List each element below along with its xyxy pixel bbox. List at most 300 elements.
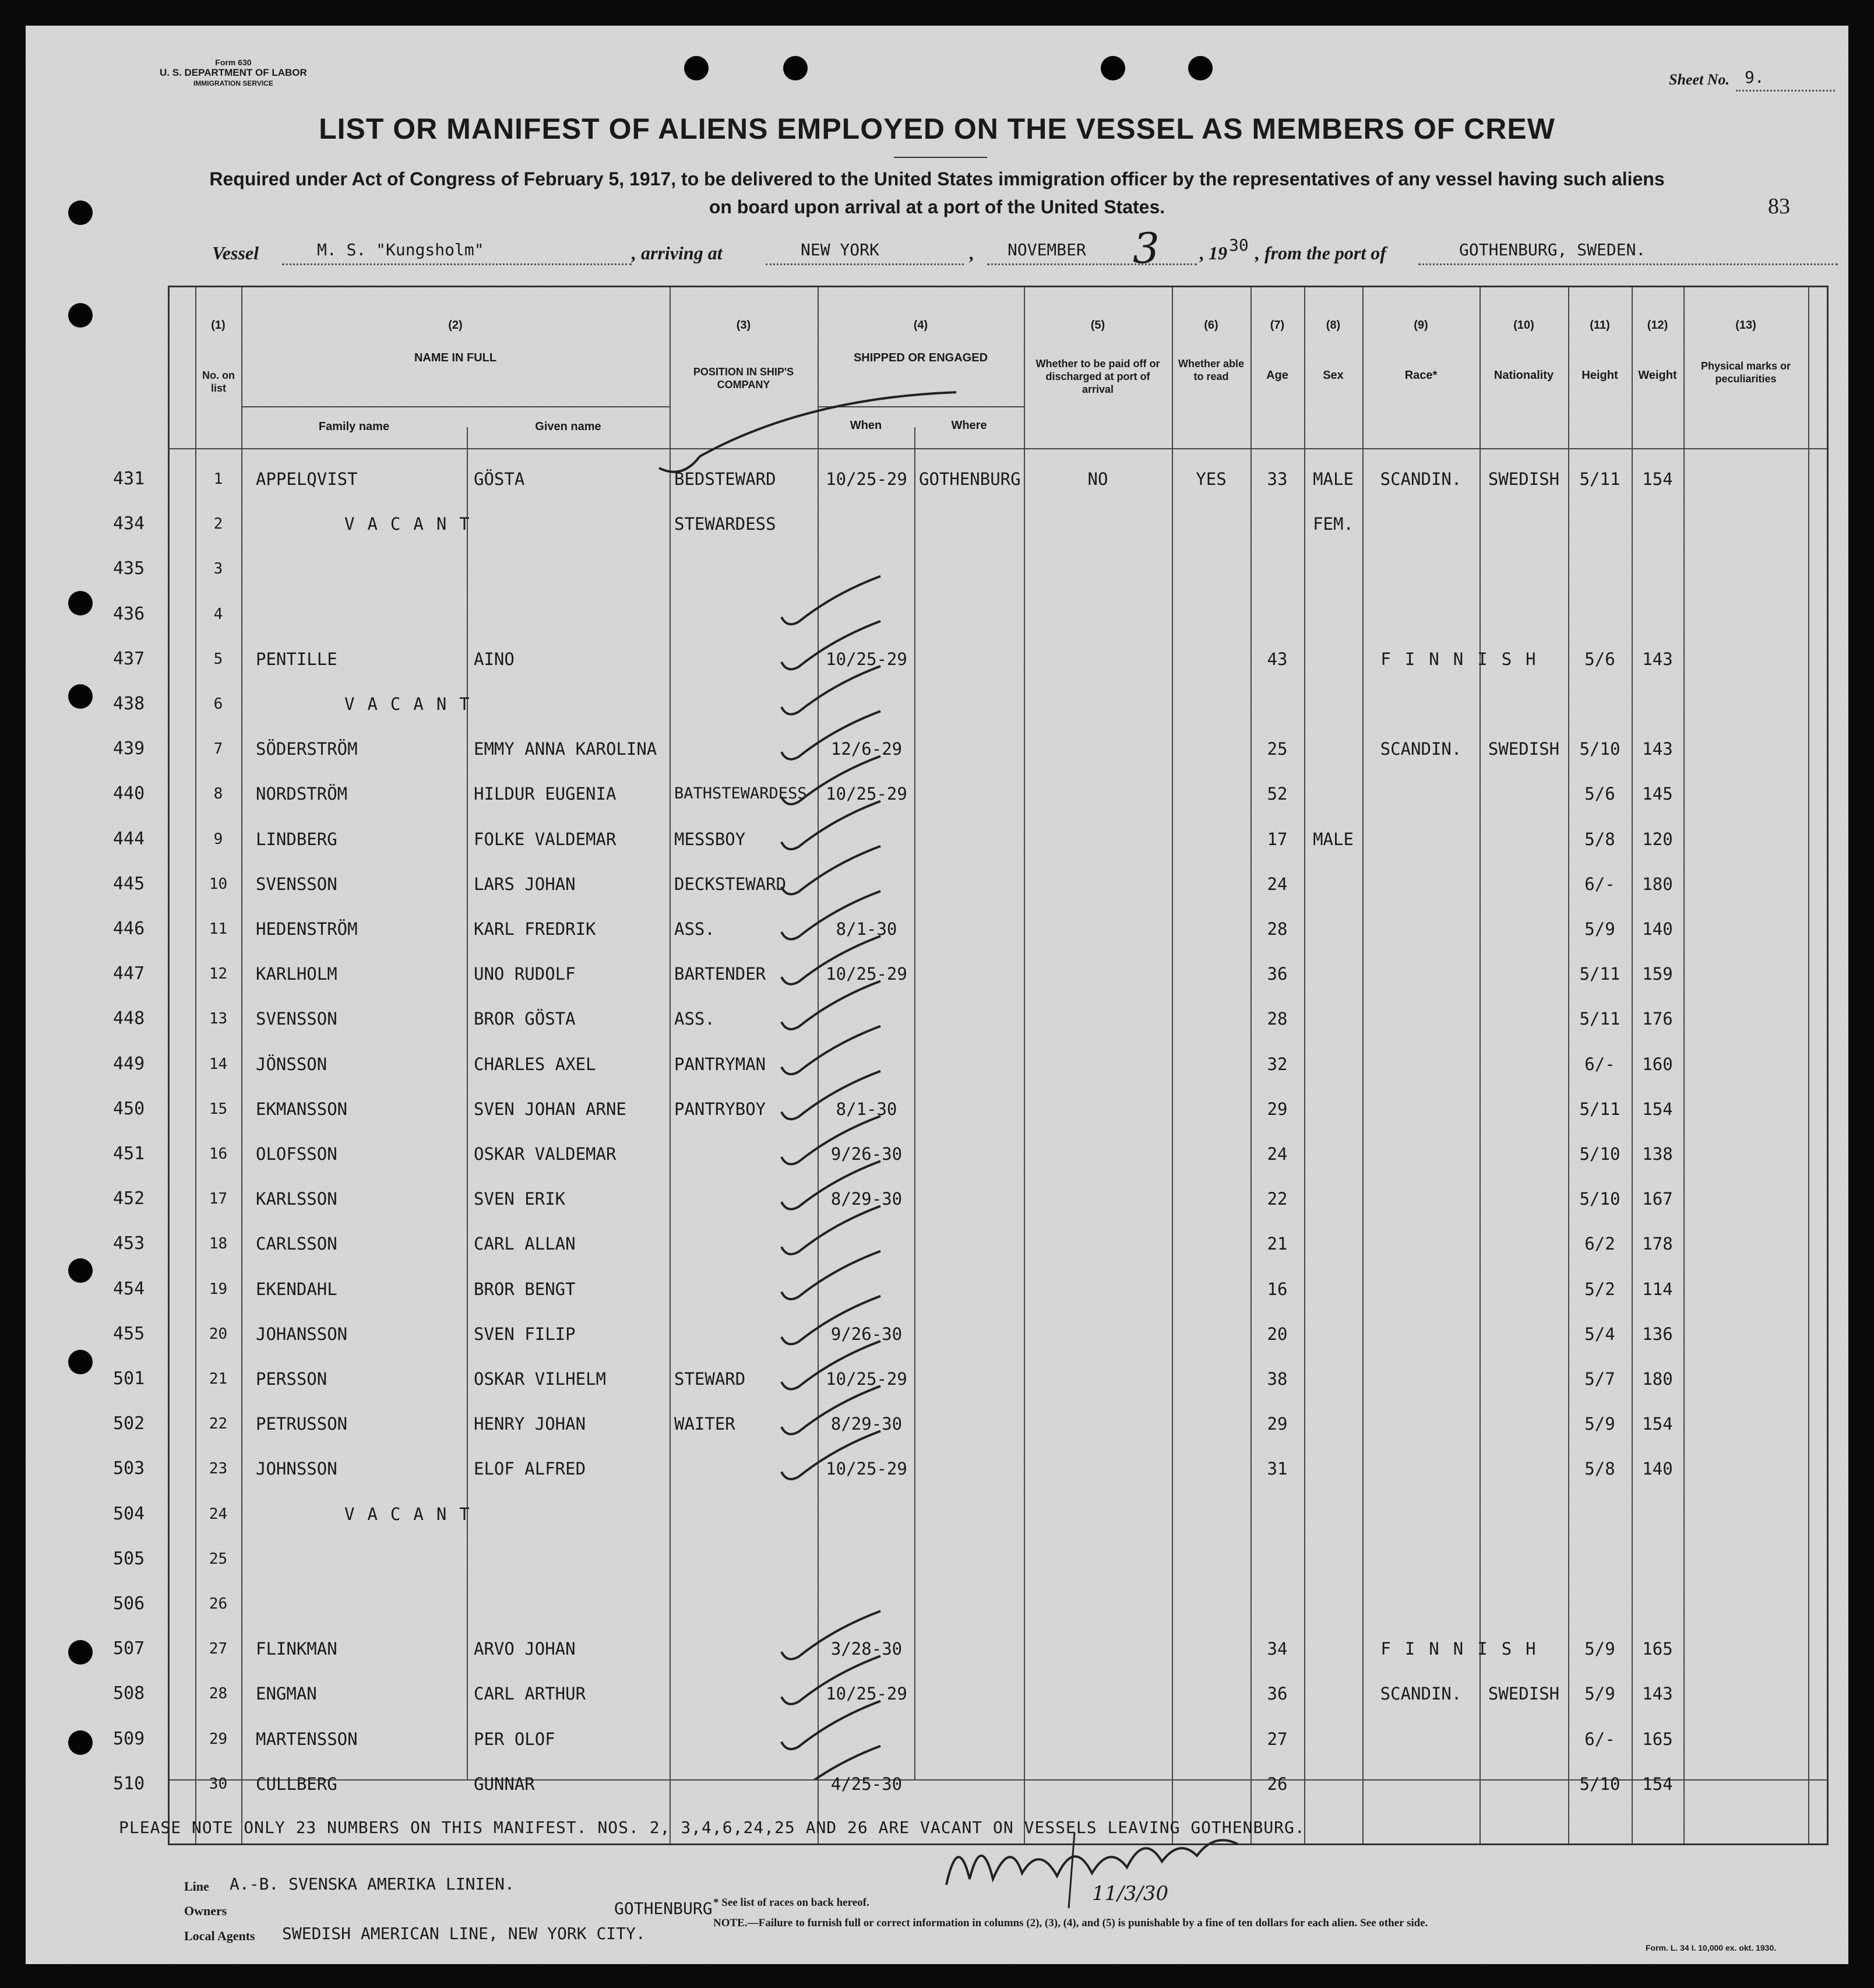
punch-hole — [68, 303, 93, 328]
cell-family: VACANT — [344, 1504, 482, 1524]
col-physical-marks: Physical marks or peculiarities — [1700, 360, 1791, 385]
dotted-rule — [987, 263, 1197, 265]
cell-when: 8/29-30 — [830, 1189, 903, 1209]
row-number: 23 — [209, 1460, 228, 1478]
vessel-label: Vessel — [212, 242, 259, 263]
tally-check-mark — [781, 1071, 880, 1120]
form-identifier — [160, 57, 307, 89]
cell-race: SCANDIN. — [1380, 739, 1462, 759]
cell-age: 22 — [1267, 1189, 1288, 1209]
col-nationality: Nationality — [1493, 369, 1554, 382]
cell-given: EMMY ANNA KAROLINA — [474, 739, 657, 759]
margin-number: 447 — [113, 963, 145, 984]
row-number: 20 — [209, 1325, 228, 1343]
cell-weight: 140 — [1642, 919, 1673, 939]
cell-weight: 136 — [1642, 1324, 1673, 1344]
from-port-label: , from the port of — [1255, 242, 1386, 263]
cell-weight: 120 — [1642, 829, 1673, 849]
row-number: 6 — [213, 695, 223, 713]
tally-check-mark — [781, 891, 880, 940]
row-number: 7 — [213, 740, 223, 758]
cell-family: PERSSON — [256, 1369, 327, 1389]
form-code: Form. L. 34 I. 10,000 ex. okt. 1930. — [1646, 1943, 1777, 1952]
cell-age: 21 — [1267, 1234, 1288, 1254]
row-number: 8 — [213, 785, 223, 803]
cell-weight: 154 — [1642, 469, 1673, 489]
row-number: 24 — [209, 1505, 228, 1523]
tally-check-mark — [781, 1026, 880, 1075]
cell-given: SVEN ERIK — [474, 1189, 566, 1209]
punch-hole — [68, 591, 93, 615]
row-number: 22 — [209, 1415, 228, 1433]
tally-check-mark — [781, 1296, 880, 1345]
cell-age: 17 — [1267, 829, 1288, 849]
margin-number: 501 — [113, 1368, 145, 1389]
cell-weight: 159 — [1642, 964, 1673, 984]
cell-weight: 160 — [1642, 1054, 1673, 1074]
tally-check-mark — [781, 981, 880, 1029]
cell-given: PER OLOF — [474, 1729, 555, 1749]
cell-height: 5/11 — [1579, 1009, 1621, 1029]
cell-weight: 143 — [1642, 649, 1673, 669]
cell-family: EKMANSSON — [256, 1099, 348, 1119]
tally-check-mark — [781, 1161, 880, 1209]
manifest-sheet: Form 630 U. S. DEPARTMENT OF LABOR IMMIGRATION SERVICE Sheet No. 9. LIST OR MANIFEST OF ALIENS EMPLOYED ON THE VESSEL AS MEMBERS OF CREW Required under Act of Congress of February 5, 1917, to be delivered to the United States immigration officer by the representatives of any vessel having such aliens on board upon arrival at a port of the United States. 83 Vessel M. S. "Kungsholm" , arriving at NEW YORK , NOVEMBER 3 , 19 30 , from the port of GOTHENBURG, SWEDEN. (1) (2) (3) (4) (5) (6) (7) (8) (9) (10) (11) (12) (13) No. on list NAME IN FULL Family name Given name POSITION IN SHIP'S COMPANY SHIPPED OR ENGAGED When Where Whether to be paid off or discharged at port of arrival Whether able to read Age Sex Race* Nationality Height Weight Physical marks or peculiarities 1 APPELQVIST GÖSTA BEDSTEWARD 10/25-29 GOTHENBURG NO YES 33 MALE SCANDIN. SWEDISH 5/11 154 2 VACANT STEWARDESS FEM. 3 4 5 PENTILLE AINO 10/25-29 43 FINNISH 5/6 143 6 VACANT 7 SÖDERSTRÖM EMMY ANNA KAROLINA 12/6-29 25 SCANDIN. SWEDISH 5/10 143 8 NORDSTRÖM HILDUR EUGENIA BATHSTEWARDESS 10/25-29 52 5/6 145 9 LINDBERG FOLKE VALDEMAR MESSBOY 17 MALE 5/8 120 10 SVENSSON LARS JOHAN DECKSTEWARD 24 6/- 180 11 HEDENSTRÖM KARL FREDRIK ASS. 8/1-30 28 5/9 140 12 KARLHOLM UNO RUDOLF BARTENDER 10/25-29 36 5/11 159 13 SVENSSON BROR GÖSTA ASS. 28 5/11 176 14 JÖNSSON CHARLES AXEL PANTRYMAN 32 6/- 160 15 EKMANSSON SVEN JOHAN ARNE PANTRYBOY 8/1-30 29 5/11 154 16 OLOFSSON OSKAR VALDEMAR 9/26-30 24 5/10 138 17 KARLSSON SVEN ERIK 8/29-30 22 5/10 167 18 CARLSSON CARL ALLAN 21 6/2 178 19 EKENDAHL BROR BENGT 16 5/2 114 20 JOHANSSON SVEN FILIP 9/26-30 20 5/4 136 21 PERSSON OSKAR VILHELM STEWARD 10/25-29 38 5/7 180 22 PETRUSSON HENRY JOHAN WAITER 8/29-30 29 5/9 154 23 JOHNSSON ELOF ALFRED 10/25-29 31 5/8 140 24 VACANT 25 26 27 FLINKMAN ARVO JOHAN 3/28-30 34 FINNISH 5/9 165 28 ENGMAN CARL ARTHUR 10/25-29 36 SCANDIN. SWEDISH 5/9 143 29 MARTENSSON PER OLOF 27 6/- 165 30 CULLBERG GUNNAR 4/25-30 26 5/10 154 431 434 435 436 437 438 439 440 444 445 446 447 448 449 450 451 452 453 454 455 501 502 503 504 505 506 507 508 509 510 PLEASE NOTE ONLY 23 NUMBERS ON THIS MANIFEST. NOS. 2, 3,4,6,24,25 AND 26 ARE VACANT ON VESSELS LEAVING GOTHENBURG. Line A.-B. SVENSKA AMERIKA LINIEN. Owners GOTHENBURG Local Agents SWEDISH AMERICAN LINE, NEW YORK CITY. * See list of races on back hereof. NOTE.—Failure to furnish full or correct information in columns (2), (3), (4), and (5) is punishable by a fine of ten dollars for each alien. See other side. 11/3/30 Form. L. 34 I. 10,000 ex. okt. 1930. — [26, 26, 1848, 1964]
cell-age: 33 — [1267, 469, 1288, 489]
col-sex: Sex — [1323, 369, 1344, 382]
cell-family: KARLSSON — [256, 1189, 337, 1209]
row-number: 21 — [209, 1370, 228, 1388]
dotted-rule — [1418, 263, 1838, 265]
col-given-name: Given name — [535, 420, 601, 433]
cell-when: 8/1-30 — [836, 919, 897, 939]
cell-height: 6/- — [1584, 1729, 1615, 1749]
cell-given: UNO RUDOLF — [474, 964, 576, 984]
cell-nationality: SWEDISH — [1488, 469, 1560, 489]
cell-age: 31 — [1267, 1459, 1288, 1479]
cell-when: 4/25-30 — [830, 1774, 903, 1794]
margin-number: 446 — [113, 919, 145, 939]
cell-height: 5/11 — [1579, 469, 1621, 489]
year-suffix: 30 — [1229, 235, 1249, 255]
row-number: 16 — [209, 1145, 228, 1163]
cell-position: WAITER — [674, 1414, 735, 1434]
cell-given: AINO — [474, 649, 515, 669]
cell-weight: 154 — [1642, 1774, 1673, 1794]
row-number: 10 — [209, 875, 228, 893]
row-number: 1 — [213, 470, 223, 488]
arriving-label: , arriving at — [632, 242, 723, 263]
cell-height: 5/11 — [1579, 964, 1621, 984]
cell-age: 34 — [1267, 1639, 1288, 1659]
cell-race: FINNISH — [1380, 649, 1550, 669]
line-label: Line — [184, 1879, 209, 1894]
punch-hole — [783, 56, 808, 80]
arrival-port: NEW YORK — [801, 240, 879, 259]
dotted-rule — [282, 263, 632, 265]
cell-position: STEWARDESS — [674, 514, 776, 534]
col-family-name: Family name — [318, 420, 390, 433]
cell-height: 5/6 — [1584, 784, 1615, 804]
row-number: 17 — [209, 1190, 228, 1208]
cell-position: BEDSTEWARD — [674, 469, 776, 489]
col-name-in-full: NAME IN FULL — [414, 351, 497, 364]
row-number: 4 — [213, 605, 223, 623]
col-race: Race* — [1404, 369, 1438, 382]
tally-check-mark — [781, 1251, 880, 1300]
cell-when: 10/25-29 — [826, 784, 907, 804]
owners-value: GOTHENBURG — [614, 1899, 713, 1918]
cell-position: BARTENDER — [674, 964, 766, 984]
cell-position: DECKSTEWARD — [674, 874, 787, 894]
tally-check-mark — [781, 1611, 880, 1659]
margin-number: 431 — [113, 469, 145, 489]
margin-number: 506 — [113, 1593, 145, 1614]
cell-age: 36 — [1267, 964, 1288, 984]
cell-read: YES — [1196, 469, 1227, 489]
row-number: 28 — [209, 1685, 228, 1703]
margin-number: 440 — [113, 783, 145, 804]
cell-height: 5/9 — [1584, 1639, 1615, 1659]
row-number: 11 — [209, 920, 228, 938]
cell-family: SVENSSON — [256, 1009, 337, 1029]
margin-number: 504 — [113, 1503, 145, 1524]
cell-given: FOLKE VALDEMAR — [474, 829, 617, 849]
margin-number: 452 — [113, 1188, 145, 1209]
row-number: 5 — [213, 650, 223, 668]
cell-sex: MALE — [1313, 829, 1354, 849]
row-number: 18 — [209, 1235, 228, 1253]
cell-given: GÖSTA — [474, 469, 525, 489]
tally-check-mark — [781, 1656, 880, 1704]
punch-hole — [68, 1258, 93, 1283]
cell-height: 5/6 — [1584, 649, 1615, 669]
form-number: Form 630 — [215, 58, 252, 67]
cell-given: CHARLES AXEL — [474, 1054, 596, 1074]
margin-number: 455 — [113, 1323, 145, 1344]
cell-family: PETRUSSON — [256, 1414, 348, 1434]
cell-position: ASS. — [674, 1009, 715, 1029]
year-prefix: 19 — [1209, 242, 1227, 263]
cell-position: BATHSTEWARDESS — [674, 784, 807, 803]
margin-number: 505 — [113, 1548, 145, 1569]
row-number: 30 — [209, 1775, 228, 1793]
col-height: Height — [1581, 369, 1618, 382]
cell-weight: 143 — [1642, 1684, 1673, 1704]
col-no-on-list: No. on list — [202, 370, 235, 394]
agents-label: Local Agents — [184, 1929, 255, 1943]
cell-height: 5/4 — [1584, 1324, 1615, 1344]
cell-weight: 145 — [1642, 784, 1673, 804]
col-able-read: Whether able to read — [1178, 358, 1245, 382]
cell-height: 5/11 — [1579, 1099, 1621, 1119]
cell-family: HEDENSTRÖM — [256, 919, 358, 939]
cell-age: 52 — [1267, 784, 1288, 804]
requirement-line-2: on board upon arrival at a port of the United States. — [709, 196, 1165, 217]
margin-number: 509 — [113, 1728, 145, 1749]
cell-given: GUNNAR — [474, 1774, 535, 1794]
department-name: U. S. DEPARTMENT OF LABOR — [160, 67, 307, 78]
cell-given: CARL ARTHUR — [474, 1684, 586, 1704]
margin-number: 448 — [113, 1008, 145, 1029]
tally-check-mark — [781, 1701, 880, 1750]
cell-age: 25 — [1267, 739, 1288, 759]
cell-height: 5/10 — [1579, 1774, 1621, 1794]
margin-number: 437 — [113, 648, 145, 669]
cell-when: 10/25-29 — [826, 1684, 907, 1704]
cell-family: VACANT — [344, 514, 482, 534]
tally-check-mark — [781, 621, 880, 670]
cell-height: 5/10 — [1579, 1189, 1621, 1209]
row-number: 25 — [209, 1550, 228, 1568]
cell-when: 10/25-29 — [826, 1459, 907, 1479]
tally-check-mark — [781, 1116, 880, 1164]
crew-table: (1) (2) (3) (4) (5) (6) (7) (8) (9) (10) (11) (12) (13) No. on list NAME IN FULL Family name Given name POSITION IN SHIP'S COMPANY SHIPPED OR ENGAGED When Where Whether to be paid off or discharged at port of arrival Whether able to read Age Sex Race* Nationality Height Weight Physical marks or peculiarities 1 APPELQVIST GÖSTA BEDSTEWARD 10/25-29 GOTHENBURG NO YES 33 MALE SCANDIN. SWEDISH 5/11 154 2 VACANT STEWARDESS FEM. 3 4 5 PENTILLE AINO 10/25-29 43 FINNISH 5/6 143 6 VACANT 7 SÖDERSTRÖM EMMY ANNA KAROLINA 12/6-29 25 SCANDIN. SWEDISH 5/10 143 8 NORDSTRÖM HILDUR EUGENIA BATHSTEWARDESS 10/25-29 52 5/6 145 9 LINDBERG FOLKE VALDEMAR MESSBOY 17 MALE 5/8 120 10 SVENSSON LARS JOHAN DECKSTEWARD 24 6/- 180 11 HEDENSTRÖM KARL FREDRIK ASS. 8/1-30 28 5/9 140 12 KARLHOLM UNO RUDOLF BARTENDER 10/25-29 36 5/11 159 13 SVENSSON BROR GÖSTA ASS. 28 5/11 176 14 JÖNSSON CHARLES AXEL PANTRYMAN 32 6/- 160 15 EKMANSSON SVEN JOHAN ARNE PANTRYBOY 8/1-30 29 5/11 154 16 OLOFSSON OSKAR VALDEMAR 9/26-30 24 5/10 138 17 KARLSSON SVEN ERIK 8/29-30 22 5/10 167 18 CARLSSON CARL ALLAN 21 6/2 178 19 EKENDAHL BROR BENGT 16 5/2 114 20 JOHANSSON SVEN FILIP 9/26-30 20 5/4 136 21 PERSSON OSKAR VILHELM STEWARD 10/25-29 38 5/7 180 22 PETRUSSON HENRY JOHAN WAITER 8/29-30 29 5/9 154 23 JOHNSSON ELOF ALFRED 10/25-29 31 5/8 140 24 VACANT 25 26 27 FLINKMAN ARVO JOHAN 3/28-30 34 FINNISH 5/9 165 28 ENGMAN CARL ARTHUR 10/25-29 36 SCANDIN. SWEDISH 5/9 143 29 MARTENSSON PER OLOF 27 6/- 165 30 CULLBERG GUNNAR 4/25-30 26 5/10 154 — [168, 286, 1829, 1845]
punch-hole — [68, 1350, 93, 1374]
cell-sex: MALE — [1313, 469, 1354, 489]
cell-family: NORDSTRÖM — [256, 784, 348, 804]
cell-weight: 180 — [1642, 1369, 1673, 1389]
margin-number: 503 — [113, 1458, 145, 1479]
cell-given: KARL FREDRIK — [474, 919, 596, 939]
margin-number: 444 — [113, 828, 145, 849]
cell-weight: 154 — [1642, 1414, 1673, 1434]
cell-age: 36 — [1267, 1684, 1288, 1704]
margin-number: 434 — [113, 513, 145, 534]
margin-number: 435 — [113, 558, 145, 579]
cell-position: PANTRYMAN — [674, 1054, 766, 1074]
cell-given: HILDUR EUGENIA — [474, 784, 617, 804]
tally-check-mark — [781, 756, 880, 804]
row-number: 26 — [209, 1595, 228, 1613]
cell-age: 32 — [1267, 1054, 1288, 1074]
cell-family: SÖDERSTRÖM — [256, 739, 358, 759]
tally-check-mark — [781, 666, 880, 715]
cell-age: 38 — [1267, 1369, 1288, 1389]
line-value: A.-B. SVENSKA AMERIKA LINIEN. — [230, 1874, 515, 1894]
cell-race: SCANDIN. — [1380, 1684, 1462, 1704]
tally-check-mark — [781, 1386, 880, 1434]
cell-height: 5/10 — [1579, 1144, 1621, 1164]
cell-when: 9/26-30 — [830, 1324, 903, 1344]
sheet-number: 9. — [1745, 68, 1764, 87]
punch-hole — [68, 1730, 93, 1755]
sheet-label: Sheet No. — [1669, 71, 1729, 88]
row-number: 14 — [209, 1055, 228, 1073]
cell-family: KARLHOLM — [256, 964, 337, 984]
cell-family: SVENSSON — [256, 874, 337, 894]
cell-nationality: SWEDISH — [1488, 1684, 1560, 1704]
cell-given: ARVO JOHAN — [474, 1639, 576, 1659]
cell-age: 16 — [1267, 1279, 1288, 1299]
cell-when: 3/28-30 — [830, 1639, 903, 1659]
cell-given: HENRY JOHAN — [474, 1414, 586, 1434]
punch-hole — [684, 56, 709, 80]
row-number: 12 — [209, 965, 228, 983]
cell-weight: 167 — [1642, 1189, 1673, 1209]
cell-given: CARL ALLAN — [474, 1234, 576, 1254]
margin-number: 450 — [113, 1098, 145, 1119]
cell-family: CULLBERG — [256, 1774, 337, 1794]
cell-weight: 176 — [1642, 1009, 1673, 1029]
cell-family: JOHANSSON — [256, 1324, 348, 1344]
cell-family: MARTENSSON — [256, 1729, 358, 1749]
cell-age: 28 — [1267, 919, 1288, 939]
row-number: 9 — [213, 830, 223, 848]
cell-given: SVEN FILIP — [474, 1324, 576, 1344]
cell-when: 10/25-29 — [826, 469, 907, 489]
margin-number: 438 — [113, 694, 145, 714]
cell-height: 5/10 — [1579, 739, 1621, 759]
cell-family: CARLSSON — [256, 1234, 337, 1254]
cell-age: 29 — [1267, 1099, 1288, 1119]
row-number: 29 — [209, 1730, 228, 1748]
cell-weight: 143 — [1642, 739, 1673, 759]
cell-family: JÖNSSON — [256, 1054, 327, 1074]
cell-height: 5/9 — [1584, 1684, 1615, 1704]
cell-given: BROR GÖSTA — [474, 1009, 576, 1029]
row-number: 13 — [209, 1010, 228, 1028]
cell-family: EKENDAHL — [256, 1279, 337, 1299]
title-rule — [894, 157, 987, 158]
cell-height: 5/2 — [1584, 1279, 1615, 1299]
cell-age: 26 — [1267, 1774, 1288, 1794]
cell-age: 27 — [1267, 1729, 1288, 1749]
margin-number: 508 — [113, 1683, 145, 1704]
col-paid-off: Whether to be paid off or discharged at port of arrival — [1035, 358, 1160, 395]
cell-age: 24 — [1267, 1144, 1288, 1164]
cell-given: OSKAR VALDEMAR — [474, 1144, 617, 1164]
tally-check-mark — [781, 846, 880, 895]
cell-race: FINNISH — [1380, 1639, 1550, 1659]
cell-height: 5/9 — [1584, 1414, 1615, 1434]
cell-family: ENGMAN — [256, 1684, 317, 1704]
cell-family: VACANT — [344, 694, 482, 714]
col-shipped: SHIPPED OR ENGAGED — [853, 351, 988, 364]
col-weight: Weight — [1638, 369, 1677, 382]
row-number: 2 — [213, 515, 223, 533]
departure-port: GOTHENBURG, SWEDEN. — [1459, 240, 1646, 259]
cell-when: 8/29-30 — [830, 1414, 903, 1434]
cell-when: 10/25-29 — [826, 649, 907, 669]
cell-given: SVEN JOHAN ARNE — [474, 1099, 626, 1119]
dotted-rule — [1736, 90, 1835, 92]
arrival-month: NOVEMBER — [1008, 240, 1086, 259]
margin-number: 445 — [113, 873, 145, 894]
tally-check-mark — [781, 1206, 880, 1254]
cell-height: 6/- — [1584, 1054, 1615, 1074]
margin-number: 436 — [113, 603, 145, 624]
punch-hole — [68, 1640, 93, 1665]
cell-height: 6/2 — [1584, 1234, 1615, 1254]
agents-value: SWEDISH AMERICAN LINE, NEW YORK CITY. — [282, 1924, 646, 1943]
cell-given: BROR BENGT — [474, 1279, 576, 1299]
margin-number: 454 — [113, 1278, 145, 1299]
cell-given: LARS JOHAN — [474, 874, 576, 894]
cell-when: 9/26-30 — [830, 1144, 903, 1164]
row-number: 15 — [209, 1100, 228, 1118]
cell-position: ASS. — [674, 919, 715, 939]
cell-weight: 165 — [1642, 1729, 1673, 1749]
tally-check-mark — [781, 936, 880, 984]
col-position: POSITION IN SHIP'S COMPANY — [693, 366, 794, 390]
cell-when: 12/6-29 — [830, 739, 903, 759]
cell-family: OLOFSSON — [256, 1144, 337, 1164]
cell-when: 8/1-30 — [836, 1099, 897, 1119]
punch-hole — [1101, 56, 1125, 80]
cell-when: 10/25-29 — [826, 964, 907, 984]
tally-check-mark — [781, 1746, 880, 1779]
checkmarks-overlay — [624, 287, 927, 1779]
col-when: When — [850, 419, 882, 432]
cell-family: LINDBERG — [256, 829, 337, 849]
tally-check-mark — [781, 801, 880, 850]
cell-weight: 138 — [1642, 1144, 1673, 1164]
cell-position: MESSBOY — [674, 829, 746, 849]
cell-height: 5/8 — [1584, 1459, 1615, 1479]
tally-check-mark — [781, 576, 880, 625]
cell-age: 24 — [1267, 874, 1288, 894]
row-number: 27 — [209, 1640, 228, 1658]
cell-height: 5/8 — [1584, 829, 1615, 849]
cell-age: 28 — [1267, 1009, 1288, 1029]
cell-family: JOHNSSON — [256, 1459, 337, 1479]
cell-weight: 114 — [1642, 1279, 1673, 1299]
margin-number: 453 — [113, 1233, 145, 1254]
dotted-rule — [766, 263, 964, 265]
arrival-day: 3 — [1133, 224, 1160, 273]
cell-age: 43 — [1267, 649, 1288, 669]
col-where: Where — [951, 419, 987, 432]
page-title: LIST OR MANIFEST OF ALIENS EMPLOYED ON THE VESSEL AS MEMBERS OF CREW — [319, 112, 1555, 145]
cell-given: OSKAR VILHELM — [474, 1369, 606, 1389]
cell-weight: 140 — [1642, 1459, 1673, 1479]
cell-age: 29 — [1267, 1414, 1288, 1434]
cell-height: 5/7 — [1584, 1369, 1615, 1389]
margin-number: 502 — [113, 1413, 145, 1434]
signature-date: 11/3/30 — [1092, 1882, 1169, 1905]
cell-height: 6/- — [1584, 874, 1615, 894]
punch-hole — [68, 684, 93, 709]
penalty-note: NOTE.—Failure to furnish full or correct information in columns (2), (3), (4), and (5) is punishable by a fine of ten dollars for each alien. See other side. — [713, 1917, 1428, 1929]
cell-nationality: SWEDISH — [1488, 739, 1560, 759]
margin-number: 507 — [113, 1638, 145, 1659]
cell-given: ELOF ALFRED — [474, 1459, 586, 1479]
cell-weight: 178 — [1642, 1234, 1673, 1254]
margin-number: 439 — [113, 738, 145, 759]
cell-sex: FEM. — [1313, 514, 1354, 534]
margin-number: 449 — [113, 1053, 145, 1074]
tally-check-mark — [781, 711, 880, 759]
cell-position: STEWARD — [674, 1369, 746, 1389]
cell-weight: 180 — [1642, 874, 1673, 894]
col-age: Age — [1266, 369, 1288, 382]
cell-height: 5/9 — [1584, 919, 1615, 939]
cell-paid: NO — [1087, 469, 1108, 489]
cell-position: PANTRYBOY — [674, 1099, 766, 1119]
cell-age: 20 — [1267, 1324, 1288, 1344]
margin-number: 510 — [113, 1773, 145, 1794]
requirement-line-1: Required under Act of Congress of February 5, 1917, to be delivered to the United States immigration officer by the representatives of any vessel having such aliens — [209, 168, 1665, 189]
vessel-name: M. S. "Kungsholm" — [317, 240, 484, 259]
row-number: 3 — [213, 560, 223, 578]
cell-weight: 154 — [1642, 1099, 1673, 1119]
cell-family: FLINKMAN — [256, 1639, 337, 1659]
punch-hole — [1188, 56, 1213, 80]
page-number: 83 — [1768, 194, 1790, 219]
vacancy-note: PLEASE NOTE ONLY 23 NUMBERS ON THIS MANIFEST. NOS. 2, 3,4,6,24,25 AND 26 ARE VACANT ON VESSELS LEAVING GOTHENBURG. — [119, 1818, 1305, 1837]
cell-weight: 165 — [1642, 1639, 1673, 1659]
